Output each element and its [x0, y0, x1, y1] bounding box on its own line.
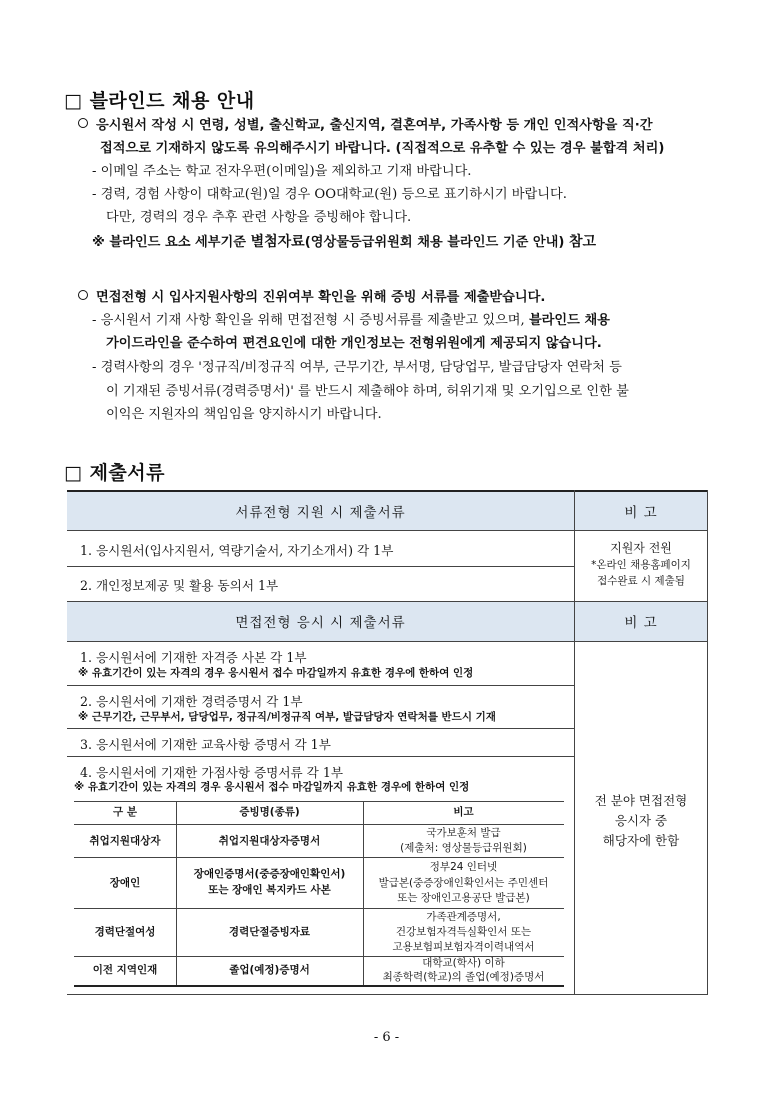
row-doc: 경력단절증빙자료: [228, 926, 311, 938]
table-line: [67, 728, 574, 729]
doc-item-2: 2. 개인정보제공 및 활용 동의서 1부: [80, 578, 279, 593]
row-note: 발급본(중증장애인확인서는 주민센터: [378, 877, 549, 889]
sub-item-career-proof-cont2: 이익은 지원자의 책임임을 양지하시기 바랍니다.: [106, 407, 382, 422]
int-item-3: 3. 응시원서에 기재한 교육사항 증명서 각 1부: [80, 737, 331, 752]
int-item-4-note: ※ 유효기간이 있는 자격의 경우 응시원서 접수 마감일까지 유효한 경우에 한하여 인정: [74, 781, 470, 793]
table-line: [67, 685, 574, 686]
table-header-interview: 면접전형 응시 시 제출서류: [67, 601, 574, 641]
sub-item-career-proof-cont: 이 기재된 증빙서류(경력증명서)' 를 반드시 제출해야 하며, 허위기재 및 오기입으로 인한 불: [106, 384, 629, 399]
remark-online: *온라인 채용홈페이지: [591, 559, 691, 571]
table-header-application: 서류전형 지원 시 제출서류: [67, 491, 574, 530]
remark-submitted: 접수완료 시 제출됨: [597, 575, 685, 587]
sub-item-email: - 이메일 주소는 학교 전자우편(이메일)을 제외하고 기재 바랍니다.: [92, 164, 472, 179]
row-note: 최종학력(학교)의 졸업(예정)증명서: [382, 971, 545, 983]
sub-item-verify-cont: 가이드라인을 준수하여 편견요인에 대한 개인정보는 전형위원에게 제공되지 않습니다.: [106, 336, 602, 351]
table-header-remark: 비 고: [575, 491, 707, 530]
bullet-1-cont: 접적으로 기재하지 않도록 유의해주시기 바랍니다. (직접적으로 유추할 수 있는 경우 불합격 처리): [100, 141, 665, 156]
row-note: 정부24 인터넷: [429, 861, 498, 873]
sub-item-career-cont: 다만, 경력의 경우 추후 관련 사항을 증빙해야 합니다.: [106, 210, 412, 225]
table-border-top: [67, 490, 708, 492]
blind-note: ※ 블라인드 요소 세부기준 별첨자료(영상물등급위원회 채용 블라인드 기준 안내) 참고: [92, 234, 597, 250]
row-doc: 장애인증명서(중증장애인확인서): [193, 868, 346, 880]
sub-item-career-proof: - 경력사항의 경우 '정규직/비정규직 여부, 근무기간, 부서명, 담당업무, 발급담당자 연락처 등: [92, 360, 622, 375]
row-note: 대학교(학사) 이하: [422, 957, 505, 969]
remark-applicants: 지원자 전원: [610, 541, 672, 555]
row-doc: 또는 장애인 복지카드 사본: [208, 884, 331, 896]
row-note: 또는 장애인고용공단 발급본): [397, 892, 530, 904]
row-note: 가족관계증명서,: [426, 911, 501, 923]
int-item-4: 4. 응시원서에 기재한 가점사항 증명서류 각 1부: [80, 765, 344, 780]
table-header-remark-2: 비 고: [575, 601, 707, 641]
row-category: 장애인: [109, 877, 141, 889]
sub-item-career: - 경력, 경험 사항이 대학교(원)일 경우 OO대학교(원) 등으로 표기하시기 바랍니다.: [92, 187, 567, 202]
row-doc: 취업지원대상자증명서: [218, 835, 321, 847]
section-title-documents: □ 제출서류: [64, 462, 165, 484]
section-title-blind: □ 블라인드 채용 안내: [64, 90, 255, 112]
table-border-bottom: [67, 994, 708, 995]
circle-bullet-icon: [78, 118, 88, 128]
table-line: [67, 641, 708, 642]
page-number: - 6 -: [373, 1030, 400, 1045]
row-note: 건강보험자격득실확인서 또는: [395, 926, 532, 938]
row-category: 이전 지역인재: [92, 964, 158, 976]
int-item-1-note: ※ 유효기간이 있는 자격의 경우 응시원서 접수 마감일까지 유효한 경우에 한하여 인정: [78, 667, 474, 679]
sub-header-remark: 비고: [453, 806, 474, 818]
table-line: [67, 566, 574, 567]
row-category: 취업지원대상자: [89, 835, 161, 847]
int-item-2-note: ※ 근무기간, 근무부서, 담당업무, 정규직/비정규직 여부, 발급담당자 연락처를 반드시 기재: [78, 711, 496, 723]
int-item-2: 2. 응시원서에 기재한 경력증명서 각 1부: [80, 694, 303, 709]
remark-interview-3: 해당자에 한함: [602, 833, 680, 848]
doc-item-1: 1. 응시원서(입사지원서, 역량기술서, 자기소개서) 각 1부: [80, 543, 394, 558]
sub-header-doc: 증빙명(종류): [239, 806, 300, 818]
row-note: 고용보험피보험자격이력내역서: [392, 941, 535, 953]
sub-header-category: 구 분: [113, 806, 137, 818]
table-line: [67, 530, 708, 531]
row-note: 국가보훈처 발급: [426, 827, 501, 839]
remark-interview-1: 전 분야 면접전형: [594, 793, 688, 808]
row-doc: 졸업(예정)증명서: [229, 964, 310, 976]
int-item-1: 1. 응시원서에 기재한 자격증 사본 각 1부: [80, 650, 307, 665]
sub-item-verify: - 응시원서 기재 사항 확인을 위해 면접전형 시 증빙서류를 제출받고 있으며, 블라인드 채용: [92, 313, 610, 328]
bullet-1: 응시원서 작성 시 연령, 성별, 출신학교, 출신지역, 결혼여부, 가족사항 등 개인 인적사항을 직·간: [78, 117, 653, 135]
circle-bullet-icon: [78, 290, 88, 300]
bullet-2: 면접전형 시 입사지원사항의 진위여부 확인을 위해 증빙 서류를 제출받습니다.: [78, 289, 545, 307]
row-note: (제출처: 영상물등급위원회): [400, 842, 527, 854]
table-line: [67, 756, 574, 757]
remark-interview-2: 응시자 중: [614, 813, 668, 828]
row-category: 경력단절여성: [94, 926, 156, 938]
table-line: [67, 601, 708, 602]
table-border-right: [707, 490, 708, 994]
